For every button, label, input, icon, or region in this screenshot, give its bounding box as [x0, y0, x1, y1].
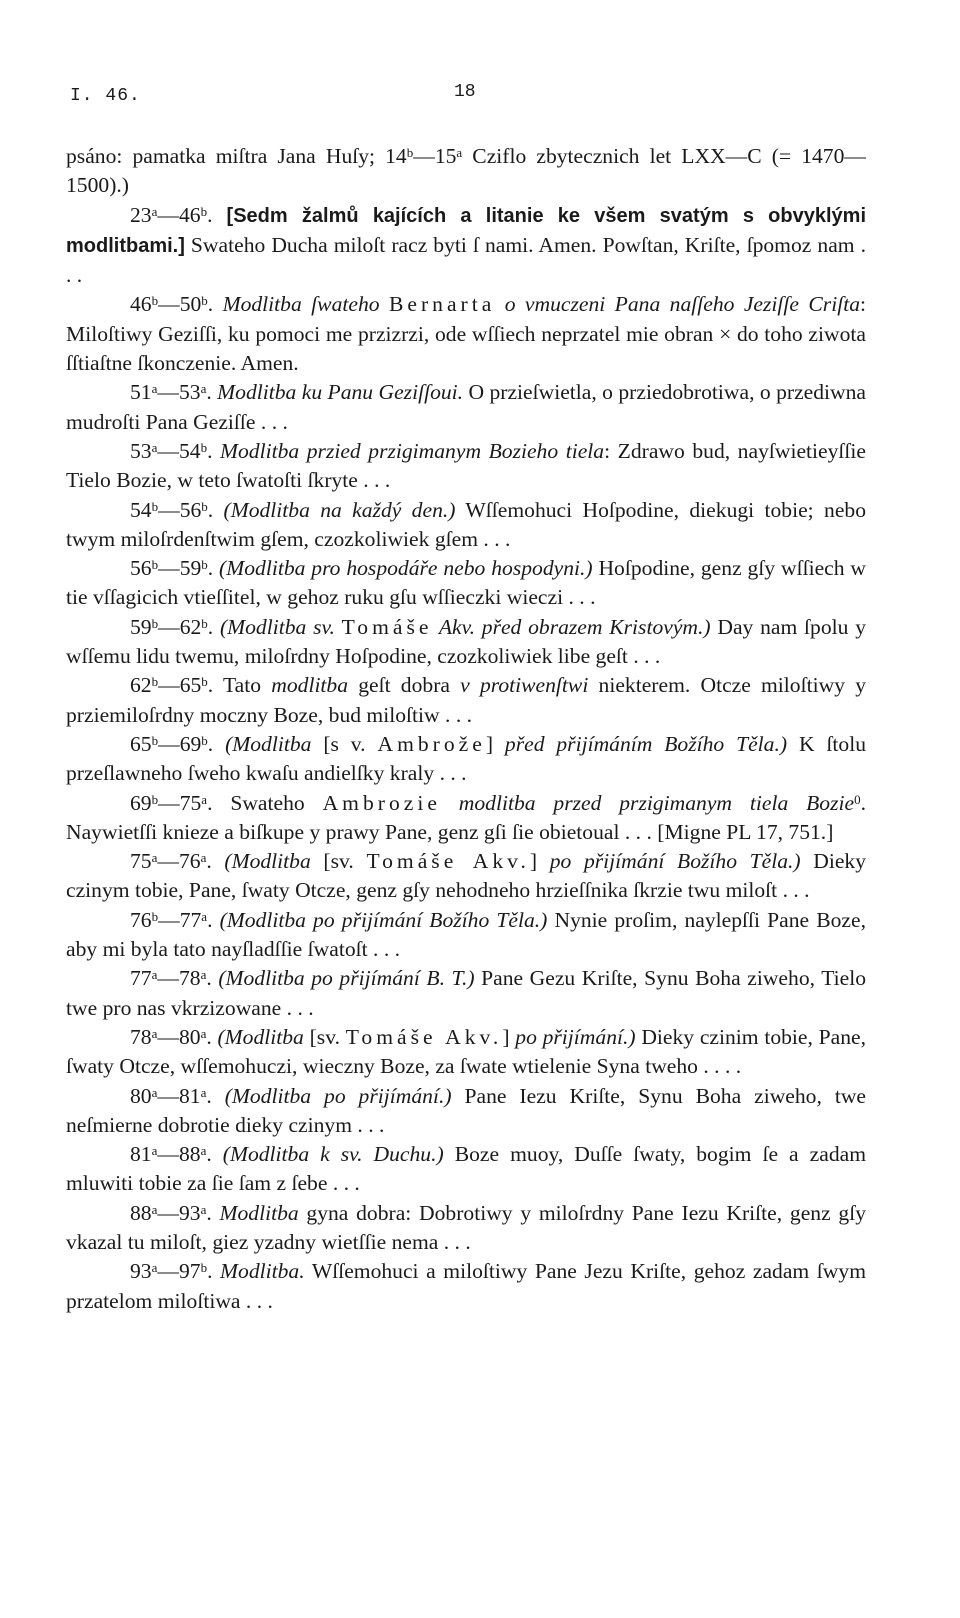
- entry-text: [sv.: [310, 849, 367, 874]
- entry-title-italic: Modlitba ſwateho: [222, 292, 389, 317]
- entry-title-italic: (Modlitba po přijímání.): [224, 1083, 452, 1108]
- entry-text: K ſtolu przeſlawneho ſweho kwaſu andielſky kraly . . .: [66, 731, 867, 786]
- entry-text: . Swateho: [207, 790, 323, 815]
- entry-text: —93: [157, 1200, 201, 1225]
- entry-title-italic: (Modlitba: [224, 849, 311, 874]
- catalog-entry: [66, 554, 866, 613]
- entry-title-italic: po přijímání Božího Těla.): [549, 849, 801, 874]
- entry-text: Dieky czinim tobie, Pane, ſwaty Otcze, wſſemohuczi, wieczny Boze, za ſwate wtielenie Syna tweho . . . .: [66, 1024, 867, 1079]
- entry-text: O przieſwietla, o prziedobrotiwa, o przediwna mudroſti Pana Geziſſe . . .: [66, 380, 867, 434]
- entry-text: .: [206, 966, 219, 991]
- entry-text: .: [206, 1200, 220, 1225]
- entry-title-italic: Akv. před obrazem Kristovým.): [432, 614, 711, 639]
- entry-text: 78: [130, 1024, 152, 1049]
- entry-text: .: [206, 849, 225, 874]
- catalog-entry: [66, 730, 866, 789]
- folio-side: b: [201, 674, 208, 690]
- folio-side: b: [200, 203, 208, 219]
- folio-side: b: [151, 674, 159, 690]
- entry-title-italic: (Modlitba: [225, 731, 312, 756]
- catalog-entry: [66, 201, 866, 291]
- folio-side: 0: [854, 791, 861, 807]
- entry-text: 54: [130, 497, 152, 522]
- entry-text: 93: [130, 1259, 152, 1284]
- folio-side: a: [201, 791, 208, 807]
- entry-title-bold: [Sedm žalmů kajících a litanie ke všem svatým s obvyklými modlitbami.]: [66, 204, 867, 257]
- folio-side: a: [151, 203, 158, 219]
- entry-text: —59: [158, 556, 202, 581]
- entry-text: .: [207, 556, 220, 581]
- entry-text: 69: [130, 790, 152, 815]
- entry-text: 76: [130, 907, 152, 932]
- entry-text: .: [207, 497, 224, 522]
- entry-text: —75: [158, 790, 202, 815]
- catalog-entry: [66, 1023, 866, 1082]
- entry-title-italic: (Modlitba sv.: [219, 614, 342, 639]
- catalog-entry: [66, 1257, 866, 1316]
- entry-text: niekterem. Otcze miloſtiwy y prziemiloſrdny moczny Boze, bud miloſtiw . . .: [66, 673, 866, 727]
- folio-side: a: [151, 1025, 158, 1041]
- folio-side: b: [406, 145, 414, 160]
- spaced-name: Ambrože: [377, 731, 486, 756]
- entry-text: —62: [158, 614, 202, 639]
- catalog-text: [66, 142, 866, 1316]
- entry-text: Boze muoy, Duſſe ſwaty, bogim ſe a zadam mluwiti tobie za ſie ſam z ſebe . . .: [66, 1142, 867, 1196]
- entry-text: Swateho Ducha miloſt racz byti ſ nami. Amen. Powſtan, Kriſte, ſpomoz nam . . .: [66, 232, 866, 288]
- catalog-entry: [66, 496, 866, 555]
- entry-text: —97: [157, 1259, 201, 1284]
- spaced-name: Ambrozie: [322, 790, 441, 815]
- folio-side: a: [151, 1084, 158, 1100]
- entry-title-italic: Modlitba przied przigimanym Bozieho tiela: [220, 438, 605, 463]
- entry-title-italic: o vmuczeni Pana naſſeho Jeziſſe Criſta: [495, 292, 861, 317]
- folio-side: a: [151, 1201, 158, 1217]
- catalog-entry: [66, 1082, 866, 1141]
- folio-side: b: [201, 732, 208, 748]
- folio-side: b: [151, 732, 159, 748]
- entry-text: —50: [158, 292, 202, 317]
- folio-side: b: [200, 439, 208, 455]
- entry-text: 81: [130, 1142, 152, 1167]
- entry-title-italic: modlitba przed przigimanym tiela Bozie: [440, 790, 855, 815]
- catalog-entry: [66, 378, 866, 437]
- entry-text: —81: [157, 1083, 201, 1108]
- entry-text: 77: [130, 966, 152, 991]
- folio-side: a: [456, 145, 463, 160]
- spaced-name: Bernarta: [388, 292, 496, 317]
- folio-side: a: [200, 381, 207, 397]
- folio-side: b: [201, 615, 208, 631]
- folio-side: a: [200, 967, 207, 983]
- entry-text: —65: [158, 673, 202, 698]
- folio-side: b: [151, 557, 159, 573]
- entry-text: .: [207, 202, 227, 227]
- entry-title-italic: (Modlitba po přijímání B. T.): [218, 966, 475, 991]
- entry-text: 23: [130, 202, 152, 227]
- folio-side: b: [200, 1260, 208, 1276]
- entry-text: —53: [157, 380, 201, 405]
- entry-text: 62: [130, 673, 152, 698]
- entry-text: Wſſemohuci Hoſpodine, diekugi tobie; nebo twym miloſrdenſtwim gſem, czozkoliwiek gſem . . .: [66, 497, 866, 551]
- folio-side: a: [200, 850, 207, 866]
- entry-title-italic: (Modlitba pro hospodáře nebo hospodyni.): [219, 556, 593, 581]
- folio-side: a: [200, 1143, 207, 1159]
- entry-text: .: [207, 438, 221, 463]
- entry-text: 88: [130, 1200, 152, 1225]
- entry-title-italic: (Modlitba po přijímání Božího Těla.): [219, 907, 548, 932]
- catalog-entry: [66, 671, 866, 730]
- entry-title-italic: před přijímáním Božího Těla.): [504, 731, 788, 756]
- folio-side: b: [151, 293, 159, 309]
- folio-side: b: [201, 557, 208, 573]
- folio-side: a: [151, 850, 158, 866]
- entry-text: —56: [158, 497, 202, 522]
- folio-side: a: [151, 381, 158, 397]
- entry-text: Pane Gezu Kriſte, Synu Boha ziweho, Tielo twe pro nas vkrzizowane . . .: [66, 966, 867, 1020]
- catalog-entry: [66, 142, 866, 201]
- entry-text: 65: [130, 731, 152, 756]
- entry-text: . Naywietſſi knieze a biſkupe y prawy Pane, genz gſi ſie obietoual . . . [Migne PL 17, 751.]: [66, 790, 867, 844]
- entry-text: —46: [157, 202, 201, 227]
- entry-text: ]: [485, 731, 505, 756]
- entry-text: —76: [157, 849, 201, 874]
- entry-title-italic: v protiwenſtwi: [460, 673, 589, 698]
- entry-text: Pane Iezu Kriſte, Synu Boha ziweho, twe neſmierne dobrotie dieky czinym . . .: [66, 1083, 867, 1137]
- entry-text: .: [206, 1083, 225, 1108]
- folio-side: a: [151, 1143, 158, 1159]
- entry-text: [s v.: [311, 731, 378, 756]
- entry-text: psáno: pamatka miſtra Jana Huſy; 14: [66, 144, 407, 168]
- entry-text: .: [206, 1024, 218, 1049]
- entry-text: 59: [130, 614, 152, 639]
- entry-text: .: [207, 907, 220, 932]
- entry-text: .: [207, 292, 223, 317]
- entry-text: 46: [130, 292, 152, 317]
- entry-text: .: [207, 1259, 221, 1284]
- entry-title-italic: modlitba: [271, 673, 349, 698]
- folio-side: a: [201, 908, 208, 924]
- entry-text: . Tato: [207, 673, 272, 698]
- entry-text: —54: [157, 438, 201, 463]
- folio-side: a: [200, 1201, 207, 1217]
- folio-side: b: [151, 615, 159, 631]
- page-header: [70, 82, 892, 116]
- folio-side: a: [151, 1260, 158, 1276]
- entry-text: 56: [130, 556, 152, 581]
- spaced-name: Tomáše Akv.: [345, 1024, 503, 1049]
- entry-text: —15: [413, 144, 457, 168]
- page-number: 18: [454, 82, 476, 102]
- catalog-entry: [66, 789, 866, 848]
- entry-text: —77: [158, 907, 202, 932]
- entry-text: .: [207, 614, 220, 639]
- folio-side: a: [200, 1025, 207, 1041]
- entry-title-italic: po přijímání.): [515, 1024, 636, 1049]
- entry-text: : Zdrawo bud, nayſwietieyſſie Tielo Bozie, w teto ſwatoſti ſkryte . . .: [66, 438, 867, 493]
- entry-text: 80: [130, 1083, 152, 1108]
- entry-text: 75: [130, 849, 152, 874]
- entry-title-italic: (Modlitba na každý den.): [223, 497, 456, 522]
- folio-side: a: [151, 967, 158, 983]
- folio-side: b: [201, 293, 208, 309]
- catalog-entry: [66, 847, 866, 906]
- catalog-entry: [66, 964, 866, 1023]
- entry-text: 53: [130, 438, 152, 463]
- entry-text: —88: [157, 1142, 201, 1167]
- folio-side: b: [151, 498, 159, 514]
- catalog-entry: [66, 1140, 866, 1199]
- folio-side: b: [151, 791, 159, 807]
- catalog-entry: [66, 437, 866, 496]
- folio-side: b: [201, 498, 208, 514]
- catalog-entry: [66, 906, 866, 965]
- folio-side: b: [151, 908, 159, 924]
- spaced-name: Tomáše Akv.: [366, 849, 530, 874]
- spaced-name: Tomáše: [341, 614, 433, 639]
- entry-title-italic: Modlitba.: [220, 1259, 305, 1284]
- entry-title-italic: (Modlitba: [217, 1024, 304, 1049]
- entry-text: Day nam ſpolu y wſſemu lidu twemu, miloſrdny Hoſpodine, czozkoliwiek libe geſt . . .: [66, 614, 866, 669]
- catalog-entry: [66, 1199, 866, 1258]
- entry-text: Cziflo zbytecznich let LXX—C (= 1470—1500).): [66, 144, 866, 198]
- entry-text: —78: [157, 966, 201, 991]
- entry-text: Wſſemohuci a miloſtiwy Pane Jezu Kriſte, gehoz zadam ſwym przatelom miloſtiwa . . .: [66, 1259, 866, 1313]
- entry-text: .: [207, 731, 226, 756]
- entry-text: gyna dobra: Dobrotiwy y miloſrdny Pane Iezu Kriſte, genz gſy vkazal tu miloſt, giez yzadny wietſſie nema . . .: [66, 1200, 866, 1254]
- entry-text: —80: [157, 1024, 201, 1049]
- entry-title-italic: Modlitba: [219, 1200, 299, 1225]
- entry-text: .: [206, 380, 218, 405]
- entry-text: Hoſpodine, genz gſy wſſiech w tie vſſagicich vtieſſitel, w gehoz ruku gſu wſſieczki wieczi . . .: [66, 556, 866, 610]
- entry-text: : Miloſtiwy Geziſſi, ku pomoci me przizrzi, ode wſſiech neprzatel mie obran × do toho ziwota ſſtiaſtne ſkonczenie. Amen.: [66, 292, 867, 376]
- entry-text: ]: [529, 849, 550, 874]
- folio-side: a: [151, 439, 158, 455]
- entry-text: geſt dobra: [348, 673, 461, 698]
- catalog-entry: [66, 290, 866, 378]
- entry-text: .: [206, 1142, 223, 1167]
- entry-text: [sv.: [303, 1024, 346, 1049]
- catalog-entry: [66, 613, 866, 672]
- catalog-number: I. 46.: [70, 86, 141, 106]
- entry-title-italic: (Modlitba k sv. Duchu.): [222, 1142, 444, 1167]
- entry-title-italic: Modlitba ku Panu Geziſſoui.: [217, 380, 464, 405]
- entry-text: —69: [158, 731, 202, 756]
- entry-text: Dieky czinym tobie, Pane, ſwaty Otcze, genz gſy nehodneho hrzieſſnika ſkrzie twu miloſt . . .: [66, 849, 867, 903]
- folio-side: a: [200, 1084, 207, 1100]
- entry-text: 51: [130, 380, 152, 405]
- entry-text: Nynie proſim, naylepſſi Pane Boze, aby mi byla tato nayſladſſie ſwatoſt . . .: [66, 907, 866, 962]
- entry-text: ]: [502, 1024, 516, 1049]
